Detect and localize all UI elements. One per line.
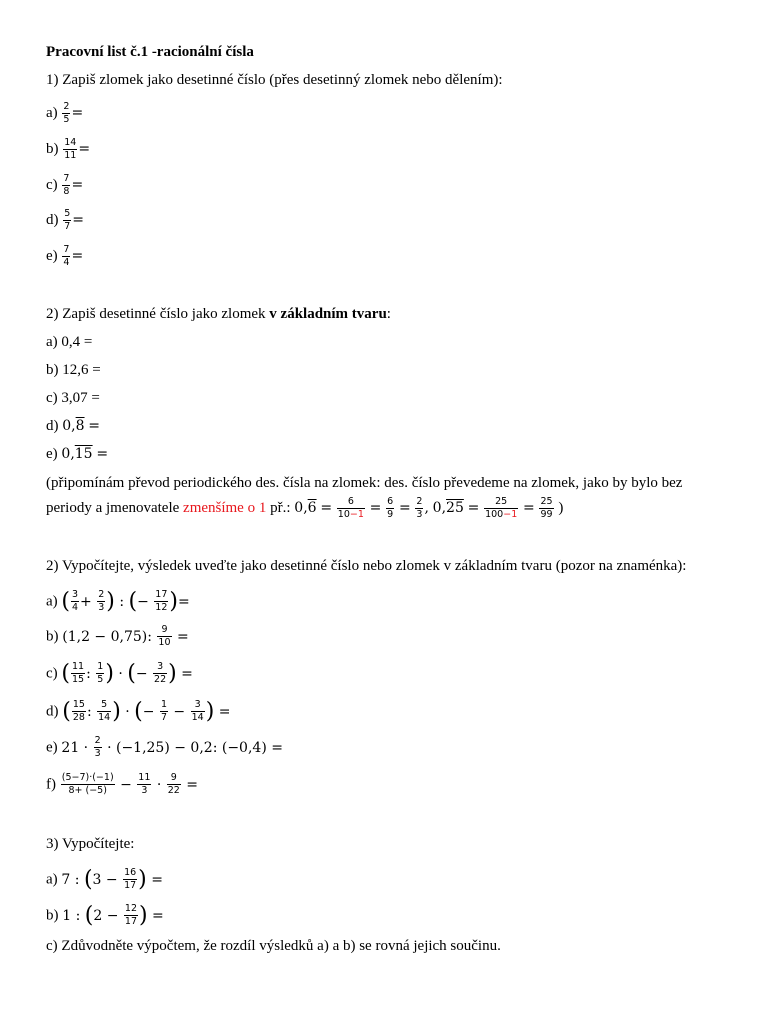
s2-note-line2: periody a jmenovatele zmenšíme o 1 př.: 0,6 = $\frac{6}{10-1}$ = $\frac{6}{9}$ = $\frac{2}{3}$ , 0,25 = $\frac{25}{100-1}$ = $\frac{25}{99}$ ) [46, 496, 564, 520]
fraction: $\frac{2}{3}$ [416, 496, 423, 520]
s2-item-c: c) 3,07 = [46, 390, 100, 406]
s2-item-b: b) 12,6 = [46, 362, 101, 378]
s4-item-c: c) Zdůvodněte výpočtem, že rozdíl výsledků a) a b) se rovná jejich součinu. [46, 938, 501, 954]
s1-item-c: c) $\frac{7}{8}$ = [46, 173, 84, 197]
fraction: $\frac{25}{99}$ [540, 496, 553, 520]
s4-item-b: b) 1 : (2 − $\frac{12}{17}$ ) = [46, 902, 164, 928]
fraction: $\frac{6}{10-1}$ [337, 496, 364, 520]
s3-item-b: b) (1,2 − 0,75): $\frac{9}{10}$ = [46, 624, 189, 648]
s3-item-e: e) 21 · $\frac{2}{3}$ · (−1,25) − 0,2: (−0,4) = [46, 735, 283, 759]
fraction: $\frac{14}{11}$ [64, 137, 77, 161]
s1-item-a: a) $\frac{2}{5}$ = [46, 101, 84, 125]
fraction: $\frac{25}{100-1}$ [485, 496, 518, 520]
section2-heading: 2) Zapiš desetinné číslo jako zlomek v základním tvaru: [46, 306, 391, 322]
s1-item-e: e) $\frac{7}{4}$ = [46, 244, 84, 268]
s4-item-a: a) 7 : (3 − $\frac{16}{17}$ ) = [46, 866, 163, 892]
s3-item-a: a) ( $\frac{3}{4}$ + $\frac{2}{3}$ ) : (− $\frac{17}{12}$ )= [46, 588, 190, 614]
s2-item-e: e) 0,15 = [46, 446, 109, 462]
fraction: $\frac{7}{4}$ [63, 244, 70, 268]
section4-heading: 3) Vypočítejte: [46, 836, 135, 852]
s2-item-a: a) 0,4 = [46, 334, 93, 350]
s3-item-f: f) $\frac{(5-7)\cdot(-1)}{8+ (-5)}$ − $\frac{11}{3}$ · $\frac{9}{22}$ = [46, 772, 199, 796]
s3-item-c: c) ( $\frac{11}{15}$ : $\frac{1}{5}$ ) · (− $\frac{3}{22}$ ) = [46, 660, 193, 686]
s1-item-b: b) $\frac{14}{11}$ = [46, 137, 91, 161]
fraction: $\frac{2}{5}$ [63, 101, 70, 125]
worksheet-page [46, 0, 726, 1024]
fraction: $\frac{6}{9}$ [387, 496, 394, 520]
s3-item-d: d) ( $\frac{15}{28}$ : $\frac{5}{14}$ ) · (− $\frac{1}{7}$ − $\frac{3}{14}$ ) = [46, 698, 231, 724]
highlight-text: zmenšíme o 1 [183, 499, 267, 516]
fraction: $\frac{7}{8}$ [63, 173, 70, 197]
fraction: $\frac{5}{7}$ [64, 208, 71, 232]
section3-heading: 2) Vypočítejte, výsledek uveďte jako desetinné číslo nebo zlomek v základním tvaru (pozor na znaménka): [46, 558, 687, 574]
section1-heading: 1) Zapiš zlomek jako desetinné číslo (přes desetinný zlomek nebo dělením): [46, 72, 503, 88]
s2-note-line1: (připomínám převod periodického des. čísla na zlomek: des. číslo převedeme na zlomek, jako by bylo bez [46, 475, 683, 491]
worksheet-title: Pracovní list č.1 -racionální čísla [46, 44, 254, 60]
s1-item-d: d) $\frac{5}{7}$ = [46, 208, 85, 232]
s2-item-d: d) 0,8 = [46, 418, 101, 434]
